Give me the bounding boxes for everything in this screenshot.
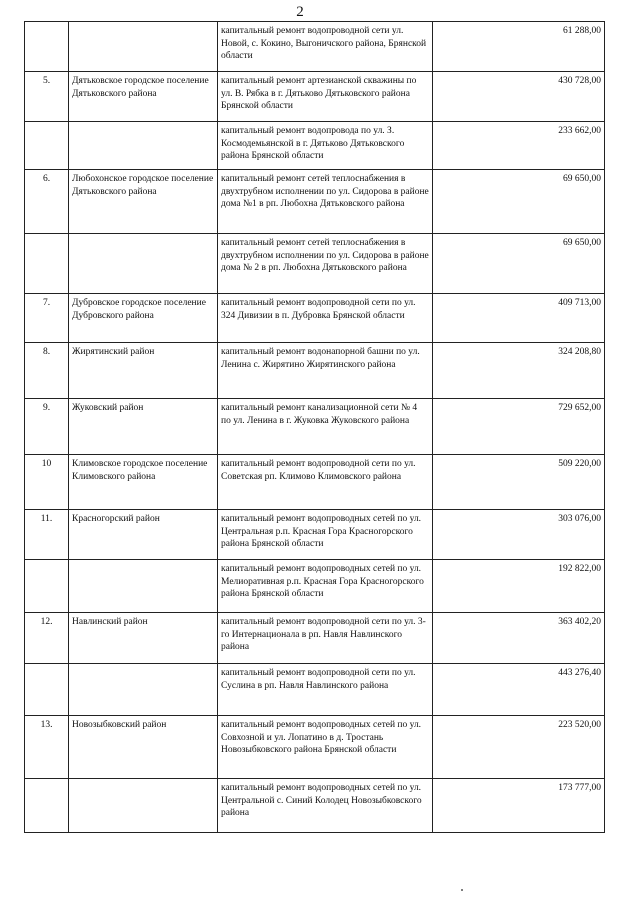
- row-number: 5.: [25, 72, 69, 122]
- row-number: 7.: [25, 294, 69, 343]
- amount-cell: 223 520,00: [433, 716, 605, 779]
- scan-speck: [461, 889, 463, 891]
- row-number: [25, 234, 69, 294]
- table-row: [25, 170, 605, 234]
- amount-cell: 69 650,00: [433, 170, 605, 234]
- table-row: [25, 22, 605, 72]
- municipality-cell: [69, 560, 218, 613]
- work-description-cell: капитальный ремонт сетей теплоснабжения в двухтрубном исполнении по ул. Сидорова в районе дома №1 в рп. Любохна Дятьковского района: [218, 170, 433, 234]
- work-description-cell: капитальный ремонт водопроводных сетей по ул. Центральная р.п. Красная Гора Красногорского района Брянской области: [218, 510, 433, 560]
- table-row: [25, 779, 605, 833]
- amount-cell: 233 662,00: [433, 122, 605, 170]
- municipality-cell: [69, 779, 218, 833]
- table-row: [25, 560, 605, 613]
- row-number: [25, 664, 69, 716]
- table-row: [25, 399, 605, 455]
- work-description-cell: капитальный ремонт сетей теплоснабжения в двухтрубном исполнении по ул. Сидорова в районе дома № 2 в рп. Любохна Дятьковского района: [218, 234, 433, 294]
- amount-cell: 729 652,00: [433, 399, 605, 455]
- row-number: [25, 779, 69, 833]
- municipality-cell: Дубровское городское поселение Дубровского района: [69, 294, 218, 343]
- table-row: [25, 234, 605, 294]
- work-description-cell: капитальный ремонт водопроводной сети ул. Новой, с. Кокино, Выгоничского района, Брянской области: [218, 22, 433, 72]
- row-number: [25, 22, 69, 72]
- row-number: 8.: [25, 343, 69, 399]
- amount-cell: 324 208,80: [433, 343, 605, 399]
- amount-cell: 430 728,00: [433, 72, 605, 122]
- municipality-cell: Красногорский район: [69, 510, 218, 560]
- work-description-cell: капитальный ремонт канализационной сети № 4 по ул. Ленина в г. Жуковка Жуковского района: [218, 399, 433, 455]
- work-description-cell: капитальный ремонт водопроводной сети по ул. Советская рп. Климово Климовского района: [218, 455, 433, 510]
- municipality-cell: [69, 664, 218, 716]
- page-number: 2: [296, 4, 304, 20]
- municipality-cell: Дятьковское городское поселение Дятьковского района: [69, 72, 218, 122]
- table-row: [25, 455, 605, 510]
- row-number: 11.: [25, 510, 69, 560]
- amount-cell: 363 402,20: [433, 613, 605, 664]
- table-row: [25, 664, 605, 716]
- amount-cell: 303 076,00: [433, 510, 605, 560]
- amount-cell: 61 288,00: [433, 22, 605, 72]
- work-description-cell: капитальный ремонт водонапорной башни по ул. Ленина с. Жирятино Жирятинского района: [218, 343, 433, 399]
- amount-cell: 69 650,00: [433, 234, 605, 294]
- work-description-cell: капитальный ремонт водопровода по ул. З. Космодемьянской в г. Дятьково Дятьковского района Брянской области: [218, 122, 433, 170]
- municipality-cell: Навлинский район: [69, 613, 218, 664]
- amount-cell: 443 276,40: [433, 664, 605, 716]
- table-row: [25, 510, 605, 560]
- work-description-cell: капитальный ремонт водопроводных сетей по ул. Совхозной и ул. Лопатино в д. Тростань Новозыбковского района Брянской области: [218, 716, 433, 779]
- table-row: [25, 72, 605, 122]
- work-description-cell: капитальный ремонт водопроводной сети по ул. 3-го Интернационала в рп. Навля Навлинского района: [218, 613, 433, 664]
- table-row: [25, 294, 605, 343]
- table-row: [25, 122, 605, 170]
- work-description-cell: капитальный ремонт водопроводных сетей по ул. Мелиоративная р.п. Красная Гора Красногорского района Брянской области: [218, 560, 433, 613]
- table-body: [25, 22, 605, 833]
- row-number: [25, 122, 69, 170]
- table-row: [25, 613, 605, 664]
- amount-cell: 409 713,00: [433, 294, 605, 343]
- row-number: 9.: [25, 399, 69, 455]
- municipality-cell: Жирятинский район: [69, 343, 218, 399]
- amount-cell: 192 822,00: [433, 560, 605, 613]
- row-number: [25, 560, 69, 613]
- row-number: 10: [25, 455, 69, 510]
- amount-cell: 173 777,00: [433, 779, 605, 833]
- program-table: [24, 21, 605, 833]
- work-description-cell: капитальный ремонт артезианской скважины по ул. В. Рябка в г. Дятьково Дятьковского района Брянской области: [218, 72, 433, 122]
- municipality-cell: Климовское городское поселение Климовского района: [69, 455, 218, 510]
- municipality-cell: [69, 122, 218, 170]
- row-number: 6.: [25, 170, 69, 234]
- municipality-cell: Жуковский район: [69, 399, 218, 455]
- row-number: 13.: [25, 716, 69, 779]
- municipality-cell: [69, 234, 218, 294]
- amount-cell: 509 220,00: [433, 455, 605, 510]
- table-row: [25, 716, 605, 779]
- municipality-cell: Новозыбковский район: [69, 716, 218, 779]
- work-description-cell: капитальный ремонт водопроводной сети по ул. Суслина в рп. Навля Навлинского района: [218, 664, 433, 716]
- work-description-cell: капитальный ремонт водопроводной сети по ул. 324 Дивизии в п. Дубровка Брянской области: [218, 294, 433, 343]
- work-description-cell: капитальный ремонт водопроводных сетей по ул. Центральной с. Синий Колодец Новозыбковского района: [218, 779, 433, 833]
- municipality-cell: [69, 22, 218, 72]
- municipality-cell: Любохонское городское поселение Дятьковского района: [69, 170, 218, 234]
- table-row: [25, 343, 605, 399]
- row-number: 12.: [25, 613, 69, 664]
